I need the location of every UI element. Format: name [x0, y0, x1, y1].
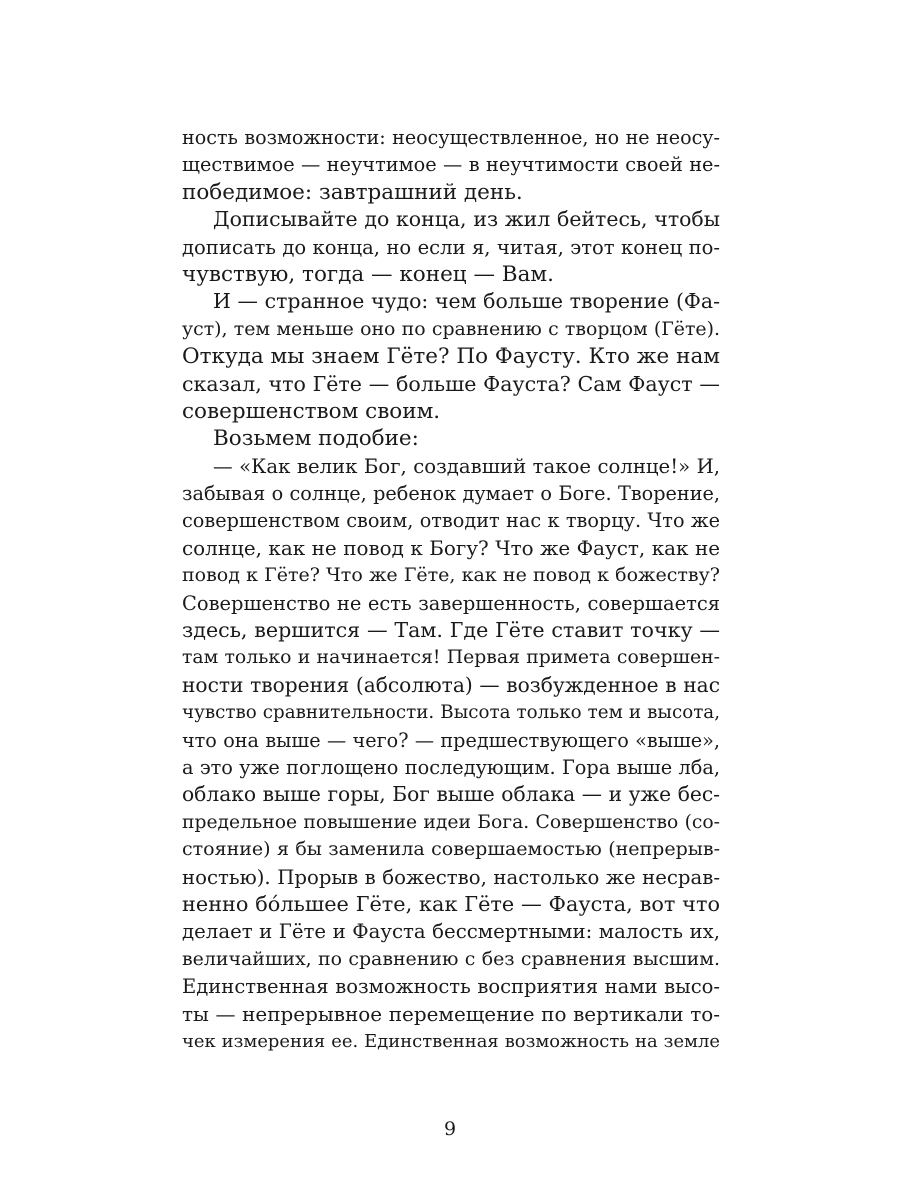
text-line: сказал, что Гёте — больше Фауста? Сам Фауст —	[182, 371, 720, 396]
text-line: величайших, по сравнению с без сравнения высшим.	[182, 947, 720, 970]
text-line: ность возможности: неосуществленное, но не неосу-	[182, 126, 720, 149]
text-line: ностью). Прорыв в божество, настолько же несрав-	[182, 865, 720, 889]
text-line: ности творения (абсолюта) — возбужденное в нас	[182, 672, 720, 697]
text-line: стояние) я бы заменила совершаемостью (непрерыв-	[182, 838, 720, 861]
text-line: Совершенство не есть завершенность, совершается	[182, 591, 720, 615]
text-line: победимое: завтрашний день.	[182, 179, 523, 205]
text-line: а это уже поглощено последующим. Гора выше лба,	[182, 755, 720, 779]
text-line: И — странное чудо: чем больше творение (Фа-	[213, 289, 720, 314]
text-line: — «Как велик Бог, создавший такое солнце!» И,	[213, 454, 720, 478]
text-line: здесь, вершится — Там. Где Гёте ставит точку —	[182, 618, 720, 643]
text-line: чек измерения ее. Единственная возможность на земле	[182, 1030, 720, 1052]
text-line: Дописывайте до конца, из жил бейтесь, чтобы	[213, 207, 720, 232]
page-number: 9	[443, 1118, 457, 1140]
text-line: чувствую, тогда — конец — Вам.	[182, 261, 554, 287]
text-line: ненно бо́льшее Гёте, как Гёте — Фауста, вот что	[182, 891, 720, 916]
text-line: что она выше — чего? — предшествующего «выше»,	[182, 728, 720, 752]
text-line: предельное повышение идеи Бога. Совершенство (со-	[182, 811, 720, 833]
text-line: ществимое — неучтимое — в неучтимости своей не-	[182, 153, 720, 177]
page-text	[182, 124, 720, 1055]
text-line: дописать до конца, но если я, читая, этот конец по-	[182, 235, 720, 259]
text-line: Единственная возможность восприятия нами высо-	[182, 975, 720, 999]
text-line: забывая о солнце, ребенок думает о Боге. Творение,	[182, 482, 720, 506]
text-line: там только и начинается! Первая примета совершен-	[182, 647, 720, 669]
text-line: ты — непрерывное перемещение по вертикали то-	[182, 1001, 720, 1026]
text-line: повод к Гёте? Что же Гёте, как не повод к божеству?	[182, 564, 720, 587]
text-line: совершенством своим, отводит нас к творцу. Что же	[182, 509, 720, 533]
text-line: облако выше горы, Бог выше облака — и уже бес-	[182, 782, 720, 807]
text-line: Возьмем подобие:	[213, 426, 419, 452]
text-line: чувство сравнительности. Высота только тем и высота,	[182, 702, 720, 724]
text-line: солнце, как не повод к Богу? Что же Фауст, как не	[182, 536, 720, 560]
text-line: уст), тем меньше оно по сравнению с творцом (Гёте).	[182, 317, 720, 340]
text-line: совершенством своим.	[182, 398, 441, 424]
text-line: Откуда мы знаем Гёте? По Фаусту. Кто же нам	[182, 344, 720, 370]
text-line: делает и Гёте и Фауста бессмертными: малость их,	[182, 920, 720, 944]
